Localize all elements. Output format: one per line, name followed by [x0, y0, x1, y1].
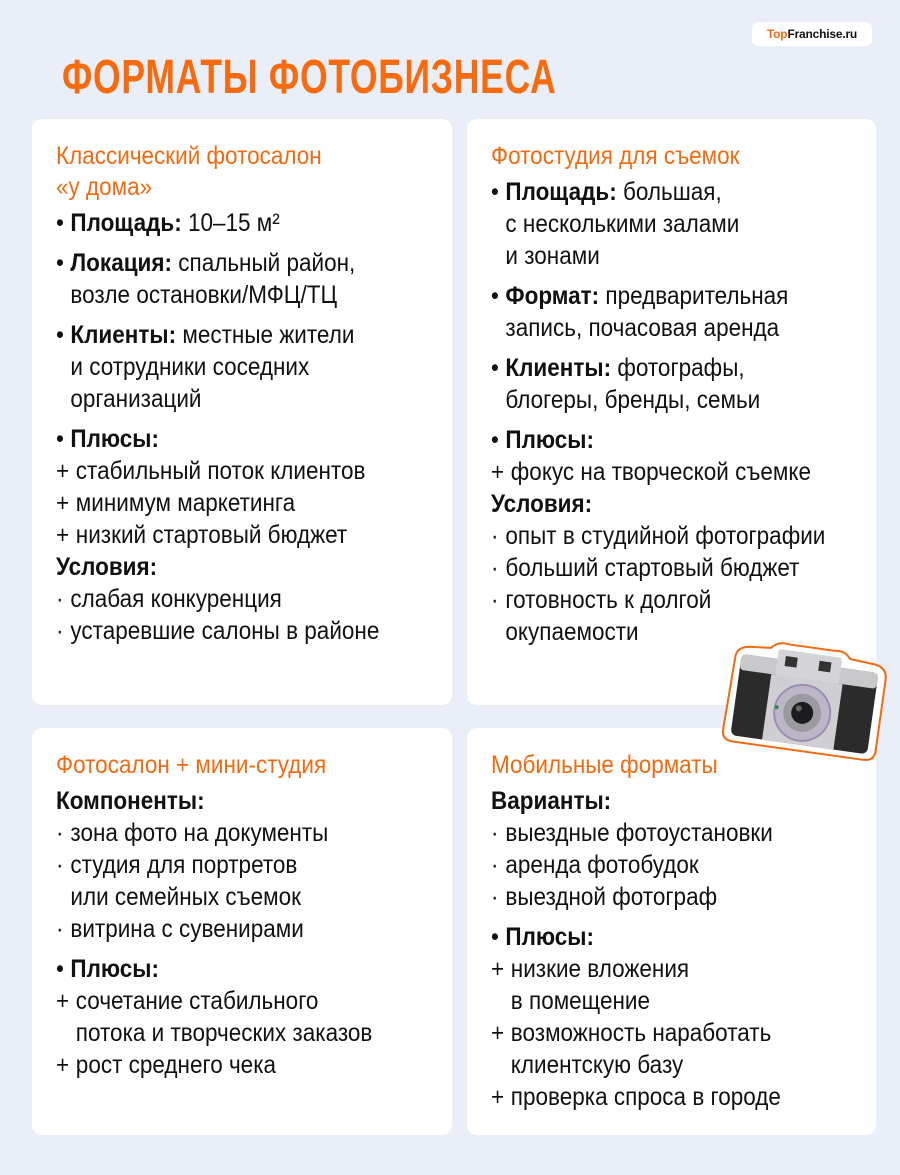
component-item: · витрина с сувенирами — [56, 915, 304, 943]
brand-part-rest: Franchise.ru — [787, 27, 858, 41]
list-item: • Площадь: 10–15 м² — [56, 209, 280, 237]
section-label: Условия: — [491, 490, 593, 518]
card-photostudio — [467, 119, 876, 705]
list-item: • Формат: предварительная запись, почасовая аренда — [491, 282, 789, 342]
section-label: • Плюсы: — [491, 426, 595, 454]
brand-logo — [752, 22, 872, 46]
card-mobile-formats — [467, 728, 876, 1135]
section-label: • Плюсы: — [491, 923, 595, 951]
pros-item: + фокус на творческой съемке — [491, 458, 811, 486]
card-title: Фотостудия для съемок — [491, 142, 740, 170]
pros-item: + низкие вложения в помещение — [491, 955, 690, 1015]
section-label: Варианты: — [491, 787, 612, 815]
list-item: • Площадь: большая, с несколькими залами и зонами — [491, 178, 740, 270]
section-label: Компоненты: — [56, 787, 205, 815]
card-body — [491, 785, 816, 1113]
variant-item: · выездные фотоустановки — [491, 819, 773, 847]
pros-item: + возможность наработать клиентскую базу — [491, 1019, 772, 1079]
pros-item: + сочетание стабильного потока и творческих заказов — [56, 987, 373, 1047]
condition-item: · опыт в студийной фотографии — [491, 522, 826, 550]
pros-item: + минимум маркетинга — [56, 489, 296, 517]
card-body — [491, 176, 826, 648]
variant-item: · аренда фотобудок — [491, 851, 699, 879]
condition-item: · готовность к долгой окупаемости — [491, 586, 712, 646]
card-classic-photosalon — [32, 119, 452, 705]
card-body — [56, 785, 391, 1081]
condition-item: · больший стартовый бюджет — [491, 554, 800, 582]
pros-item: + рост среднего чека — [56, 1051, 277, 1079]
card-title: Фотосалон + мини-студия — [56, 751, 327, 779]
condition-item: · слабая конкуренция — [56, 585, 282, 613]
list-item: • Клиенты: местные жители и сотрудники соседних организаций — [56, 321, 355, 413]
page-title: ФОРМАТЫ ФОТОБИЗНЕСА — [62, 51, 557, 104]
section-label: Условия: — [56, 553, 158, 581]
section-label: • Плюсы: — [56, 425, 160, 453]
list-item: • Клиенты: фотографы, блогеры, бренды, семьи — [491, 354, 761, 414]
pros-item: + стабильный поток клиентов — [56, 457, 366, 485]
component-item: · студия для портретов или семейных съемок — [56, 851, 301, 911]
variant-item: · выездной фотограф — [491, 883, 718, 911]
brand-part-top: Top — [766, 27, 788, 41]
card-title: Мобильные форматы — [491, 751, 718, 779]
camera-icon — [713, 634, 895, 766]
card-body — [56, 207, 391, 647]
condition-item: · устаревшие салоны в районе — [56, 617, 380, 645]
section-label: • Плюсы: — [56, 955, 160, 983]
list-item: • Локация: спальный район, возле остановки/МФЦ/ТЦ — [56, 249, 356, 309]
card-photosalon-mini-studio — [32, 728, 452, 1135]
card-title: Классический фотосалон «у дома» — [56, 142, 322, 201]
component-item: · зона фото на документы — [56, 819, 329, 847]
pros-item: + проверка спроса в городе — [491, 1083, 781, 1111]
pros-item: + низкий стартовый бюджет — [56, 521, 348, 549]
